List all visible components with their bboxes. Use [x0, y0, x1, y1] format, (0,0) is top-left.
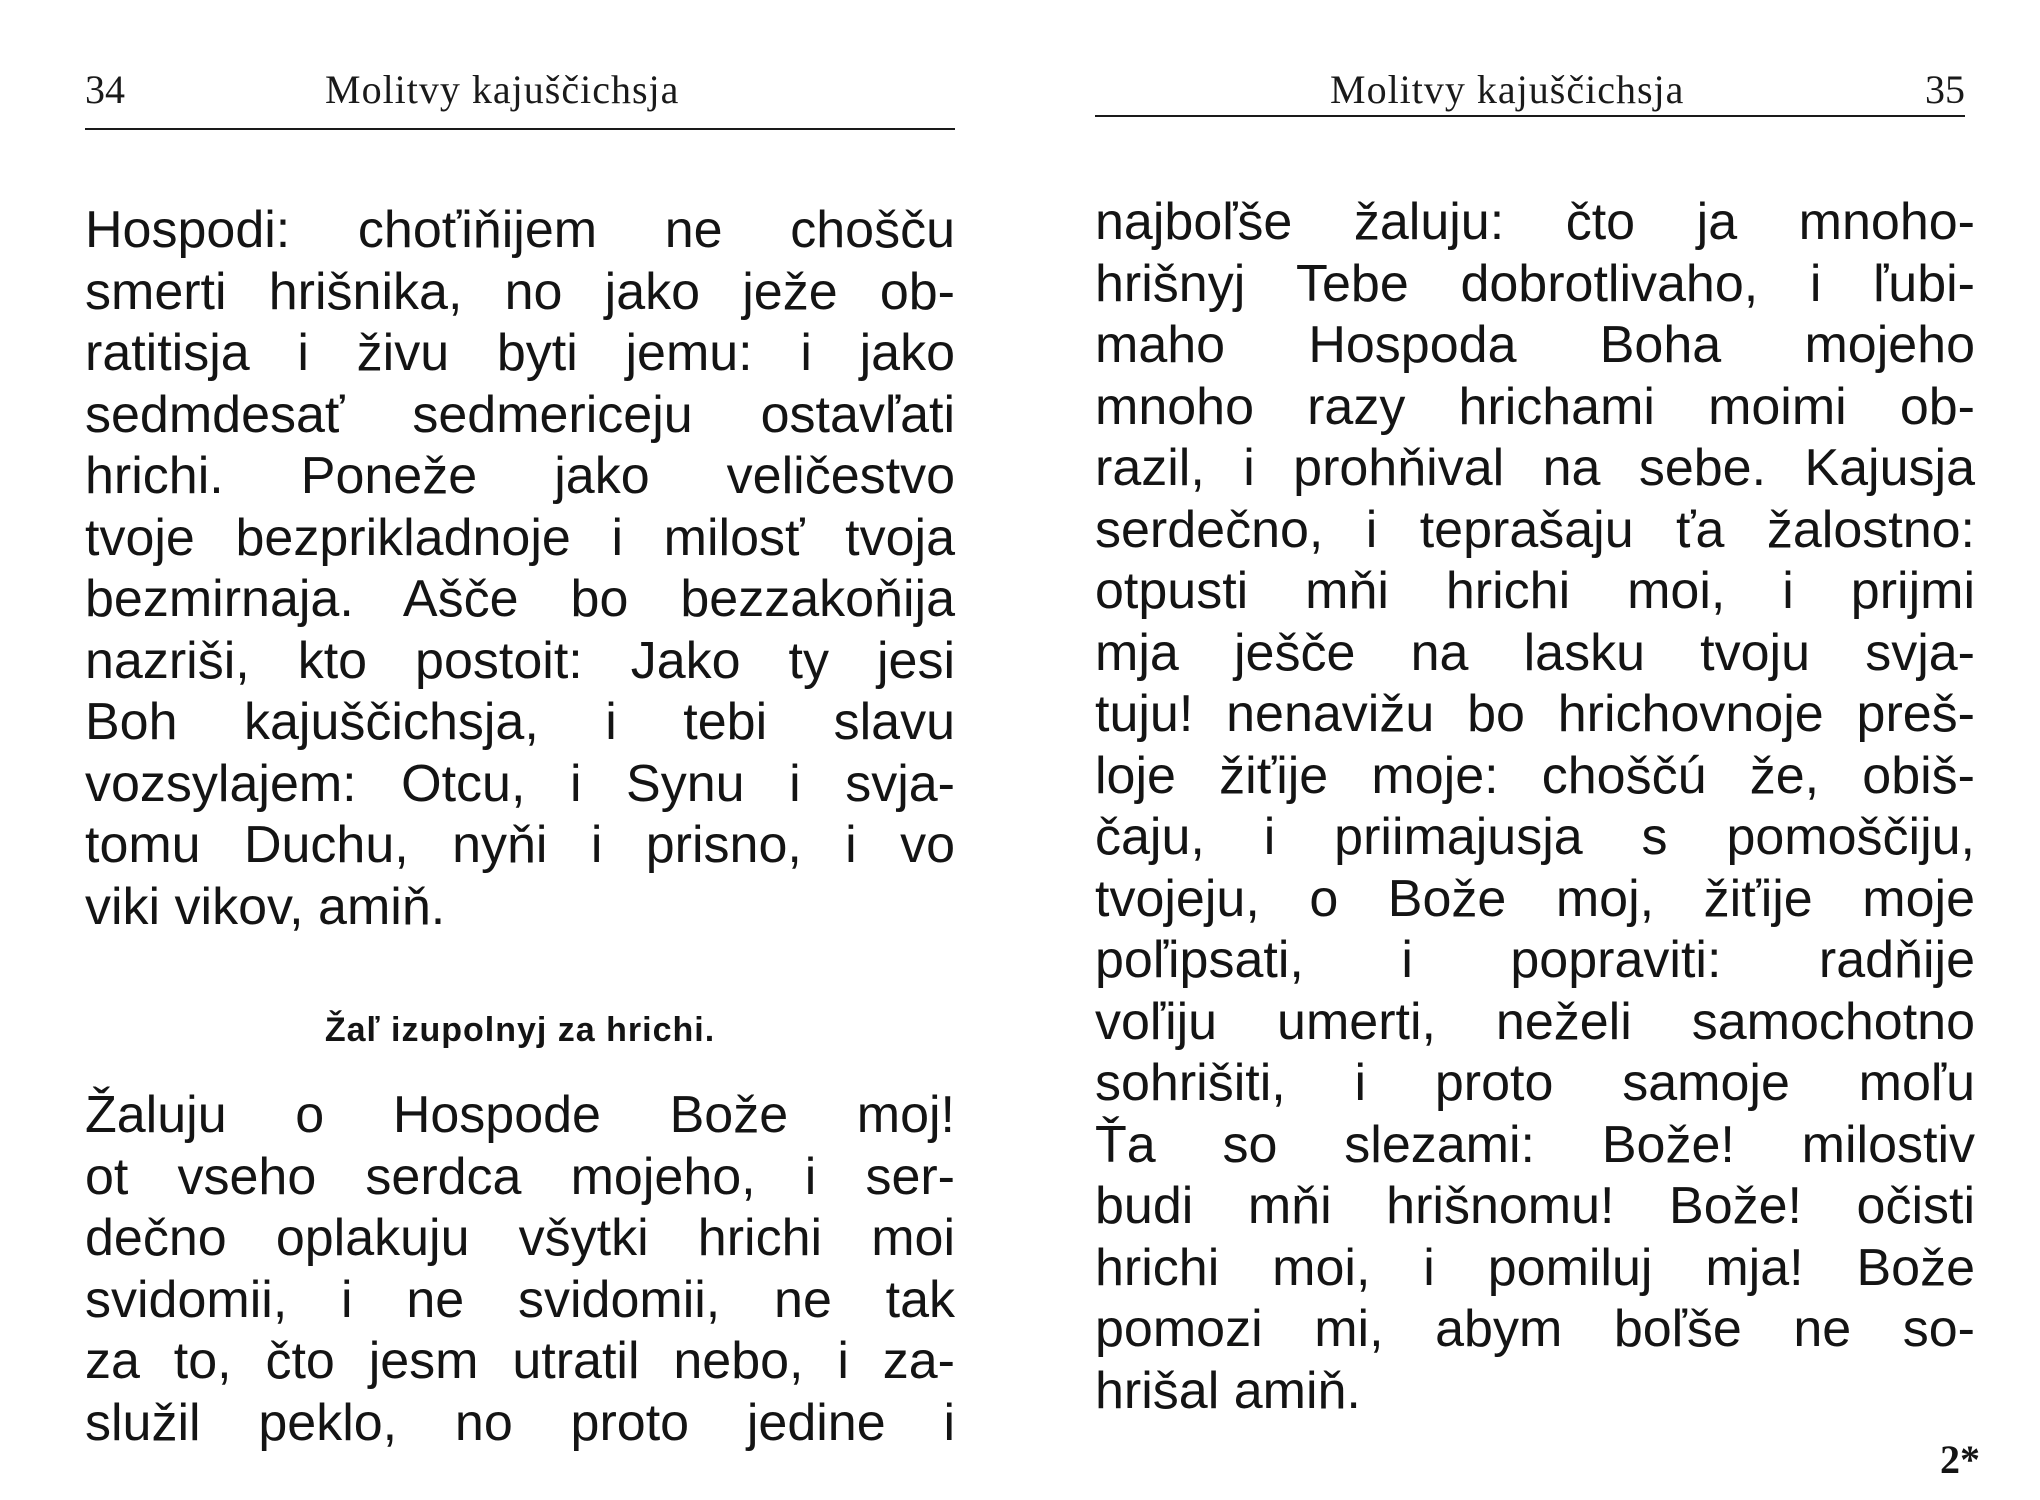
- text-line: pomozi mi, abym boľše ne so-: [1095, 1300, 1975, 1358]
- text-line: tvoje bezprikladnoje i milosť tvoja: [85, 508, 955, 567]
- text-line: budi mňi hrišnomu! Bože! očisti: [1095, 1177, 1975, 1235]
- text-line: tomu Duchu, nyňi i prisno, i vo: [85, 816, 955, 874]
- left-paragraph-2: [85, 1085, 955, 1454]
- text-line: bezmirnaja. Ašče bo bezzakoňija: [85, 570, 955, 628]
- text-line: nazriši, kto postoit: Jako ty jesi: [85, 631, 955, 690]
- text-line: za to, čto jesm utratil nebo, i za-: [85, 1332, 955, 1390]
- text-line: hrišnyj Tebe dobrotlivaho, i ľubi-: [1095, 254, 1975, 313]
- left-running-title: Molitvy kajuščichsja: [325, 67, 680, 112]
- text-line: otpusti mňi hrichi moi, i prijmi: [1095, 562, 1975, 620]
- text-line: dečno oplakuju všytki hrichi moi: [85, 1209, 955, 1267]
- left-running-head: [85, 60, 955, 120]
- text-line: ratitisja i živu byti jemu: i jako: [85, 324, 955, 382]
- text-line: serdečno, i teprašaju ťa žalostno:: [1095, 500, 1975, 559]
- text-line: maho Hospoda Boha mojeho: [1095, 316, 1975, 374]
- text-line: tuju! nenavižu bo hrichovnoje preš-: [1095, 685, 1975, 743]
- text-line: viki vikov, amiň.: [85, 877, 446, 936]
- text-line: sedmdesať sedmericeju ostavľati: [85, 385, 955, 444]
- right-page: [1080, 0, 2040, 1500]
- text-line: vozsylajem: Otcu, i Synu i svja-: [85, 754, 955, 813]
- text-line: Boh kajuščichsja, i tebi slavu: [85, 693, 955, 751]
- text-line: Žaluju o Hospode Bože moj!: [85, 1086, 955, 1144]
- text-line: smerti hrišnika, no jako ježe ob-: [85, 262, 955, 321]
- text-line: hrišal amiň.: [1095, 1361, 1361, 1420]
- left-page: [0, 0, 1010, 1500]
- left-paragraph-1: [85, 200, 955, 938]
- text-line: svidomii, i ne svidomii, ne tak: [85, 1270, 955, 1329]
- text-line: čaju, i priimajusja s pomoščiju,: [1095, 808, 1975, 866]
- text-line: sohrišiti, i proto samoje moľu: [1095, 1054, 1975, 1112]
- right-page-number: 35: [1925, 67, 1965, 112]
- signature-mark: 2*: [1940, 1437, 1980, 1482]
- text-line: najboľše žaluju: čto ja mnoho-: [1095, 193, 1975, 251]
- text-line: loje žiťije moje: choščú že, obiš-: [1095, 746, 1975, 805]
- left-page-number: 34: [85, 67, 125, 112]
- text-line: poľipsati, i popraviti: radňije: [1095, 931, 1975, 989]
- text-line: razil, i prohňival na sebe. Kajusja: [1095, 439, 1975, 497]
- left-header-rule: [85, 128, 955, 130]
- right-header-rule: [1095, 115, 1965, 117]
- text-line: Hospodi: choťiňijem ne chošču: [85, 201, 955, 259]
- text-line: hrichi. Poneže jako veličestvo: [85, 447, 955, 505]
- text-line: Ťa so slezami: Bože! milostiv: [1095, 1115, 1975, 1174]
- text-line: ot vseho serdca mojeho, i ser-: [85, 1147, 955, 1206]
- text-line: hrichi moi, i pomiluj mja! Bože: [1095, 1238, 1975, 1297]
- right-running-head: [1095, 60, 1965, 120]
- text-line: služil peklo, no proto jedine i: [85, 1393, 955, 1452]
- text-line: voľiju umerti, neželi samochotno: [1095, 992, 1975, 1051]
- text-line: mja ješče na lasku tvoju svja-: [1095, 623, 1975, 682]
- right-paragraph: [1095, 192, 1975, 1422]
- section-heading: Žaľ izupolnyj za hrichi.: [324, 1011, 716, 1049]
- text-line: tvojeju, o Bože moj, žiťije moje: [1095, 869, 1975, 928]
- right-running-title: Molitvy kajuščichsja: [1330, 67, 1685, 112]
- text-line: mnoho razy hrichami moimi ob-: [1095, 377, 1975, 436]
